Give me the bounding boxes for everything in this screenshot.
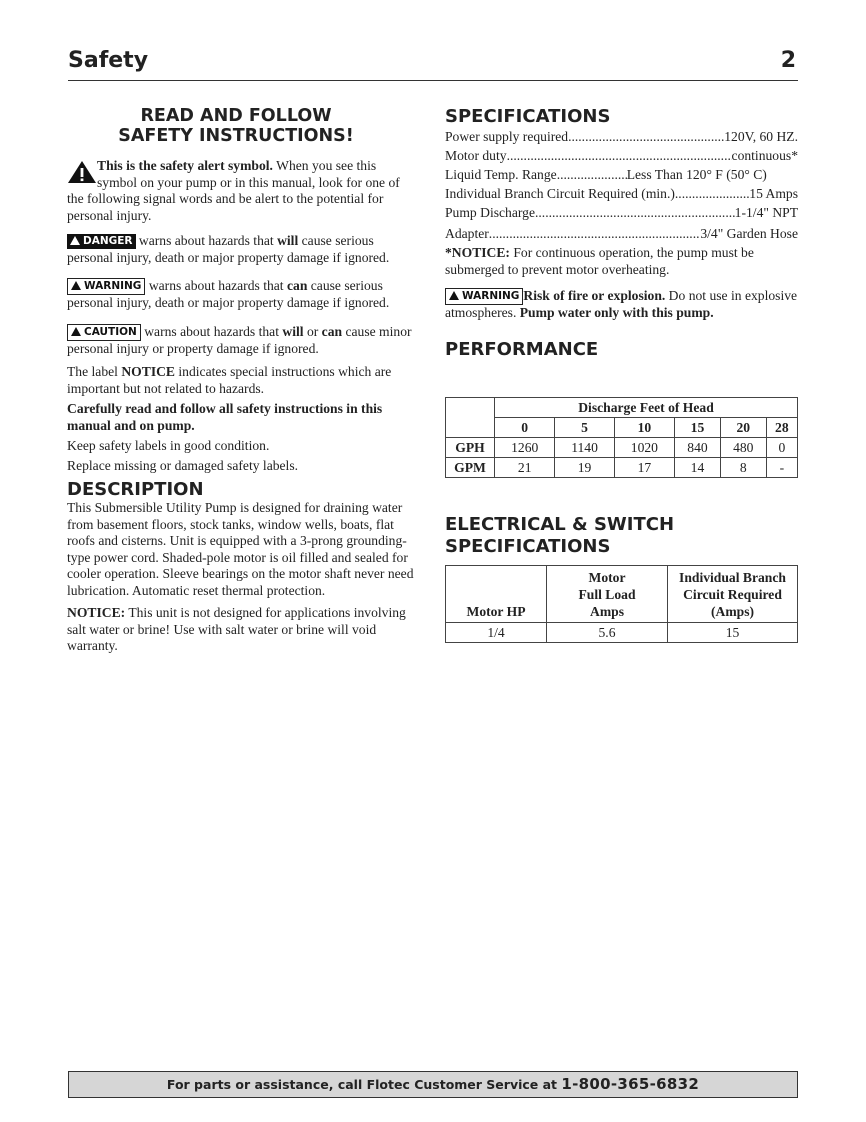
section-title: Safety <box>68 48 149 73</box>
performance-table <box>445 397 798 478</box>
danger-paragraph <box>67 233 415 266</box>
caution-text2: or <box>303 323 322 339</box>
warning-em: can <box>286 278 308 293</box>
col3-line2: Circuit Required <box>683 586 782 602</box>
table-cell: 5.6 <box>547 623 668 643</box>
spec-value: 3/4" Garden Hose <box>700 226 798 241</box>
spec-warning-badge <box>445 288 523 305</box>
footer-text: For parts or assistance, call Flotec Customer Service at <box>166 1077 562 1092</box>
table-cell: 1020 <box>614 438 674 458</box>
caution-paragraph <box>67 324 415 358</box>
notice-text2: indicates special instructions which are important but not related to hazards. <box>67 364 392 396</box>
spec-value: 1-1/4" NPT <box>734 205 798 220</box>
spec-warning-bold1: Risk of fire or explosion. <box>523 288 666 303</box>
table-cell: 840 <box>675 438 721 458</box>
col-header <box>668 566 798 623</box>
notice-em: NOTICE <box>121 364 175 379</box>
spec-value: Less Than 120° F (50° C) <box>626 167 767 182</box>
caution-text3: cause minor personal injury or property damage if ignored. <box>67 323 412 356</box>
spec-label: Individual Branch Circuit Required (min.) <box>445 186 675 201</box>
head-cell: 20 <box>720 418 766 438</box>
col2-line2: Full Load <box>578 586 636 602</box>
spec-row <box>445 184 798 203</box>
spec-label: Power supply required <box>445 129 569 144</box>
alert-bold: This is the safety alert symbol. <box>97 158 273 173</box>
description-body: This Submersible Utility Pump is designed for draining water from basement floors, stock tanks, window wells, boats, flat roofs and cisterns. Unit is equipped with a 3-prong grounding-type power cord. Shaded-pole motor is oil filled and sealed for cooler operation. Sleeve bearings on the motor shaft never need lubrication. Automatic reset thermal protection. <box>67 500 414 598</box>
danger-text2: cause serious personal injury, death or major property damage if ignored. <box>67 233 390 265</box>
spec-list <box>445 127 798 243</box>
spec-row <box>445 165 798 184</box>
alert-text: When you see this symbol on your pump or in this manual, look for one of the following signal words and be alert to the potential for personal injury. <box>67 158 400 223</box>
table-row <box>446 398 798 418</box>
electrical-table <box>445 565 798 643</box>
safety-title-line1: READ AND FOLLOW <box>140 106 332 126</box>
warning-triangle-icon <box>449 291 459 300</box>
table-cell: 0 <box>766 438 797 458</box>
carefully-text: Carefully read and follow all safety instructions in this manual and on pump. <box>67 401 383 433</box>
table-cell: 14 <box>675 458 721 478</box>
table-cell <box>446 398 495 418</box>
description-notice <box>67 605 415 655</box>
table-cell: 480 <box>720 438 766 458</box>
col-header: Motor HP <box>446 566 547 623</box>
spec-warning-bold2: Pump water only with this pump. <box>519 305 714 320</box>
col3-line3: (Amps) <box>710 603 755 619</box>
notice-paragraph <box>67 364 415 397</box>
spec-value: continuous* <box>731 148 798 163</box>
spec-warning <box>445 288 798 322</box>
warning-paragraph <box>67 278 415 312</box>
spec-row <box>445 203 798 222</box>
col-header <box>547 566 668 623</box>
spec-notice-label: *NOTICE: <box>445 245 510 260</box>
warning-badge <box>67 278 145 295</box>
row-label: GPH <box>446 438 495 458</box>
performance-heading: PERFORMANCE <box>445 338 599 360</box>
table-cell: 15 <box>668 623 798 643</box>
electrical-heading-line2: SPECIFICATIONS <box>445 536 611 557</box>
spec-value: 120V, 60 HZ. <box>724 129 798 144</box>
warning-badge-label: WARNING <box>84 280 142 292</box>
table-group-header: Discharge Feet of Head <box>495 398 798 418</box>
safety-title-line2: SAFETY INSTRUCTIONS! <box>118 126 354 146</box>
spec-warning-text: Do not use in explosive atmospheres. <box>445 288 798 320</box>
col2-line3: Amps <box>590 603 624 619</box>
notice-text1: The label <box>67 364 122 379</box>
description-notice-body: This unit is not designed for applications involving salt water or brine! Use with salt water or brine will void warranty. <box>67 605 406 653</box>
alert-paragraph <box>67 158 415 224</box>
head-cell: 10 <box>614 418 674 438</box>
table-cell: 1260 <box>495 438 555 458</box>
col3-line1: Individual Branch <box>679 569 786 585</box>
caution-badge-label: CAUTION <box>84 325 137 338</box>
keep-paragraph: Keep safety labels in good condition. <box>67 438 270 453</box>
spec-notice <box>445 245 798 278</box>
caution-badge <box>67 324 141 341</box>
col2-line1: Motor <box>588 569 626 585</box>
table-cell: 21 <box>495 458 555 478</box>
caution-em1: will <box>282 323 304 339</box>
page-header <box>68 46 798 81</box>
spec-label: Adapter <box>445 226 489 241</box>
table-row <box>446 623 798 643</box>
description-notice-label: NOTICE: <box>67 605 126 620</box>
right-column <box>445 106 798 360</box>
carefully-paragraph <box>67 401 415 434</box>
spec-warning-badge-label: WARNING <box>462 290 520 302</box>
spec-label: Liquid Temp. Range <box>445 167 557 182</box>
warning-text1: warns about hazards that <box>145 278 287 293</box>
warning-triangle-icon <box>71 327 81 336</box>
table-cell: - <box>766 458 797 478</box>
left-column <box>67 106 415 655</box>
table-cell: 1/4 <box>446 623 547 643</box>
danger-badge-label: DANGER <box>83 235 133 247</box>
spec-label: Motor duty <box>445 148 507 163</box>
warning-triangle-icon <box>71 281 81 290</box>
page-number: 2 <box>780 48 796 73</box>
spec-notice-body: For continuous operation, the pump must be submerged to prevent motor overheating. <box>445 245 754 277</box>
table-row <box>446 458 798 478</box>
replace-paragraph: Replace missing or damaged safety labels. <box>67 457 299 473</box>
caution-em2: can <box>321 323 343 339</box>
table-row <box>446 566 798 623</box>
danger-text1: warns about hazards that <box>135 233 278 248</box>
head-cell: 5 <box>555 418 614 438</box>
description-heading: DESCRIPTION <box>67 479 204 500</box>
footer-phone: 1-800-365-6832 <box>561 1075 700 1093</box>
table-row <box>446 418 798 438</box>
danger-em: will <box>277 233 299 248</box>
head-cell: 0 <box>495 418 555 438</box>
safety-alert-icon <box>67 160 97 184</box>
warning-triangle-icon <box>70 236 80 245</box>
table-cell: 19 <box>555 458 614 478</box>
caution-text1: warns about hazards that <box>140 323 283 339</box>
spec-value: 15 Amps <box>749 186 798 201</box>
table-cell: 8 <box>720 458 766 478</box>
table-cell <box>446 418 495 438</box>
spec-row <box>445 146 798 165</box>
footer-bar <box>68 1071 798 1098</box>
spec-row <box>445 224 798 243</box>
table-cell: 1140 <box>555 438 614 458</box>
warning-text2: cause serious personal injury, death or major property damage if ignored. <box>67 278 390 310</box>
specifications-heading: SPECIFICATIONS <box>445 106 611 127</box>
table-cell: 17 <box>614 458 674 478</box>
head-cell: 28 <box>766 418 797 438</box>
spec-row <box>445 127 798 146</box>
row-label: GPM <box>446 458 495 478</box>
head-cell: 15 <box>675 418 721 438</box>
electrical-heading-block <box>445 514 798 557</box>
spec-label: Pump Discharge <box>445 205 535 220</box>
table-row <box>446 438 798 458</box>
safety-title <box>57 106 415 146</box>
electrical-heading-line1: ELECTRICAL & SWITCH <box>445 514 675 535</box>
danger-badge <box>67 234 136 249</box>
